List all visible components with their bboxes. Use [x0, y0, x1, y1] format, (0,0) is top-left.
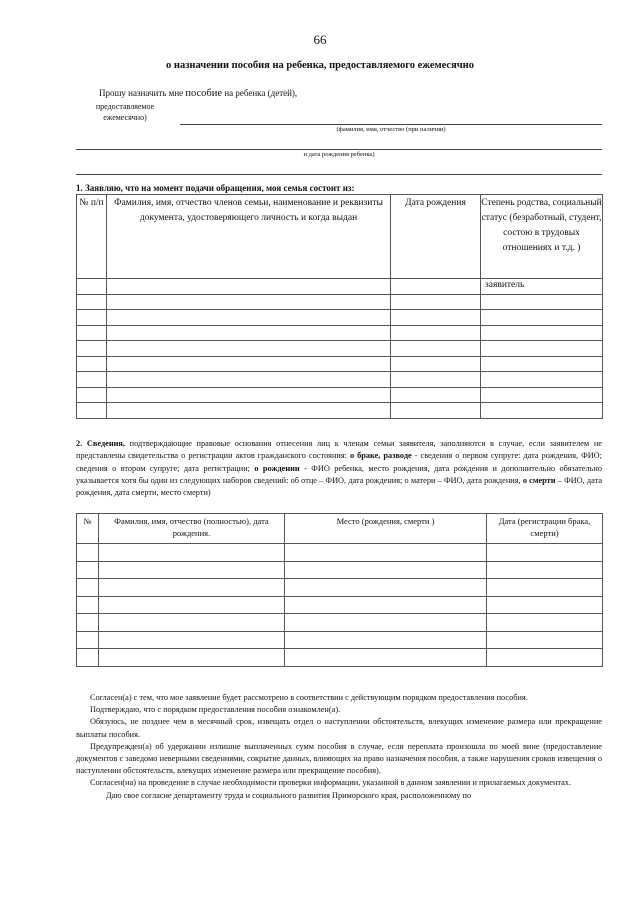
cell-date[interactable]: [487, 614, 603, 632]
cell-birth-date[interactable]: [391, 387, 481, 403]
col-relation-status: Степень родства, социальный статус (безработный, студент, состою в трудовых отношениях и т.д. ): [481, 195, 603, 279]
cell-birth-date[interactable]: [391, 310, 481, 326]
col-full-name: Фамилия, имя, отчество членов семьи, наименование и реквизиты документа, удостоверяющего личность и когда выдан: [107, 195, 391, 279]
cell-place[interactable]: [285, 544, 487, 562]
cell-full-name[interactable]: [99, 596, 285, 614]
consent-para-5: Согласен(на) на проведение в случае необходимости проверки информации, указанной в данном заявлении и прилагаемых документах.: [90, 778, 572, 788]
section2-text-3: - ФИО ребенка, место рождения, дата рождения и дополнительно обязательно указывается хотя бы один из следующих наборов сведений: об отце – ФИО, дата рождения; о матери – ФИО, дата рождения,: [76, 463, 602, 485]
child-name-fill-line[interactable]: [180, 124, 602, 125]
table-row: [77, 403, 603, 419]
cell-relation-status[interactable]: [481, 356, 603, 372]
section2-lead: 2. Сведения,: [76, 439, 125, 448]
cell-full-name[interactable]: [99, 631, 285, 649]
civil-status-table: [76, 513, 603, 667]
cell-relation-status[interactable]: заявитель: [481, 279, 603, 295]
table-row: [77, 614, 603, 632]
section2-marriage: о браке, разводе: [349, 451, 412, 461]
cell-full-name[interactable]: [107, 325, 391, 341]
cell-date[interactable]: [487, 561, 603, 579]
cell-number[interactable]: [77, 649, 99, 667]
table-row: [77, 544, 603, 562]
extra-fill-line[interactable]: [76, 174, 602, 175]
cell-relation-status[interactable]: [481, 325, 603, 341]
cell-place[interactable]: [285, 614, 487, 632]
cell-full-name[interactable]: [107, 356, 391, 372]
section2-text-4: – ФИО, дата рождения, дата смерти, место смерти): [76, 475, 603, 498]
cell-full-name[interactable]: [107, 294, 391, 310]
request-suffix: на ребенка (детей),: [224, 88, 298, 98]
document-title: о назначении пособия на ребенка, предоставляемого ежемесячно: [166, 60, 474, 71]
cell-place[interactable]: [285, 649, 487, 667]
t2-col-place: Место (рождения, смерти ): [285, 514, 487, 544]
section2-text-1: подтверждающие правовые основания отнесения лиц к членам семьи заявителя, заполняются в случае, если заявителем не представлены свидетельства о регистрации актов гражданского состояния:: [76, 439, 602, 461]
cell-full-name[interactable]: [107, 372, 391, 388]
section1-heading: 1. Заявляю, что на момент подачи обращения, моя семья состоит из:: [76, 183, 355, 193]
cell-full-name[interactable]: [107, 310, 391, 326]
cell-birth-date[interactable]: [391, 403, 481, 419]
cell-number[interactable]: [77, 614, 99, 632]
cell-full-name[interactable]: [99, 579, 285, 597]
cell-full-name[interactable]: [99, 561, 285, 579]
t2-col-full-name: Фамилия, имя, отчество (полностью), дата рождения.: [99, 514, 285, 544]
section2-text-2: - сведения о первом супруге: дата рождения, ФИО; сведения о втором супруге; дата регистрации;: [76, 451, 602, 473]
table-row: [77, 341, 603, 357]
cell-number[interactable]: [77, 579, 99, 597]
cell-birth-date[interactable]: [391, 279, 481, 295]
request-line-2: предоставляемое: [95, 102, 155, 111]
table-row: [77, 387, 603, 403]
cell-number[interactable]: [77, 341, 107, 357]
cell-number[interactable]: [77, 294, 107, 310]
cell-full-name[interactable]: [99, 544, 285, 562]
table-row: [77, 279, 603, 295]
table-row: [77, 294, 603, 310]
t2-col-date: Дата (регистрации брака, смерти): [487, 514, 603, 544]
request-continuation: [78, 101, 172, 123]
request-prefix: Прошу назначить мне: [99, 88, 184, 98]
cell-number[interactable]: [77, 631, 99, 649]
cell-relation-status[interactable]: [481, 372, 603, 388]
cell-full-name[interactable]: [107, 341, 391, 357]
section2-text: [76, 438, 602, 499]
cell-number[interactable]: [77, 325, 107, 341]
cell-relation-status[interactable]: [481, 310, 603, 326]
table-row: [77, 372, 603, 388]
table-row: [77, 310, 603, 326]
family-members-table: [76, 194, 603, 419]
cell-relation-status[interactable]: [481, 387, 603, 403]
section2-death: о смерти: [522, 475, 556, 485]
cell-place[interactable]: [285, 561, 487, 579]
cell-number[interactable]: [77, 403, 107, 419]
cell-birth-date[interactable]: [391, 356, 481, 372]
cell-date[interactable]: [487, 544, 603, 562]
cell-number[interactable]: [77, 310, 107, 326]
table-row: [77, 325, 603, 341]
birth-hint: и дата рождения ребенка): [303, 151, 375, 158]
child-birth-fill-line[interactable]: [76, 149, 602, 150]
cell-full-name[interactable]: [107, 279, 391, 295]
table-row: [77, 561, 603, 579]
cell-birth-date[interactable]: [391, 372, 481, 388]
cell-full-name[interactable]: [107, 387, 391, 403]
col-number: № п/п: [77, 195, 107, 279]
request-line-3: ежемесячно): [103, 113, 147, 122]
cell-place[interactable]: [285, 596, 487, 614]
cell-relation-status[interactable]: [481, 403, 603, 419]
cell-date[interactable]: [487, 631, 603, 649]
cell-full-name[interactable]: [107, 403, 391, 419]
cell-number[interactable]: [77, 544, 99, 562]
consent-para-1: Согласен(а) с тем, что мое заявление будет рассмотрено в соответствии с действующим порядком предоставления пособия.: [90, 693, 528, 702]
cell-number[interactable]: [77, 279, 107, 295]
request-line: [99, 88, 297, 99]
cell-number[interactable]: [77, 561, 99, 579]
page-number: 66: [313, 32, 327, 47]
cell-relation-status[interactable]: [481, 341, 603, 357]
cell-birth-date[interactable]: [391, 325, 481, 341]
cell-number[interactable]: [77, 372, 107, 388]
cell-relation-status[interactable]: [481, 294, 603, 310]
consent-para-4: Предупрежден(а) об удержании излишне выплаченных сумм пособия в случае, если переплата произошла по моей вине (предоставление документов с заведомо неверными сведениями, сокрытие данных, влияющих на право назначения пособия, а также нарушения сроков извещения о наступлении обстоятельств, влекущих изменение размера или прекращение пособия).: [76, 741, 602, 776]
cell-birth-date[interactable]: [391, 341, 481, 357]
cell-place[interactable]: [285, 631, 487, 649]
table-row: [77, 631, 603, 649]
cell-full-name[interactable]: [99, 614, 285, 632]
cell-number[interactable]: [77, 356, 107, 372]
cell-place[interactable]: [285, 579, 487, 597]
request-benefit-word: пособие: [185, 88, 223, 99]
cell-birth-date[interactable]: [391, 294, 481, 310]
consent-para-2: Подтверждаю, что с порядком предоставления пособия ознакомлен(а).: [90, 705, 341, 715]
table-row: [77, 356, 603, 372]
consent-para-3: Обязуюсь, не позднее чем в месячный срок, извещать отдел о наступлении обстоятельств, влекущих изменение размера или прекращение выплаты пособия.: [76, 717, 602, 739]
t2-col-number: №: [77, 514, 99, 544]
table-row: [77, 649, 603, 667]
name-hint: (фамилия, имя, отчество (при наличии): [336, 126, 446, 133]
consent-para-6: Даю свое согласие департаменту труда и социального развития Приморского края, расположенному по: [106, 790, 472, 800]
cell-full-name[interactable]: [99, 649, 285, 667]
cell-date[interactable]: [487, 649, 603, 667]
consent-text: [76, 692, 602, 802]
cell-date[interactable]: [487, 596, 603, 614]
col-birth-date: Дата рождения: [391, 195, 481, 279]
table-row: [77, 579, 603, 597]
section2-birth: о рождении: [254, 463, 300, 473]
table-row: [77, 596, 603, 614]
cell-date[interactable]: [487, 579, 603, 597]
cell-number[interactable]: [77, 596, 99, 614]
cell-number[interactable]: [77, 387, 107, 403]
